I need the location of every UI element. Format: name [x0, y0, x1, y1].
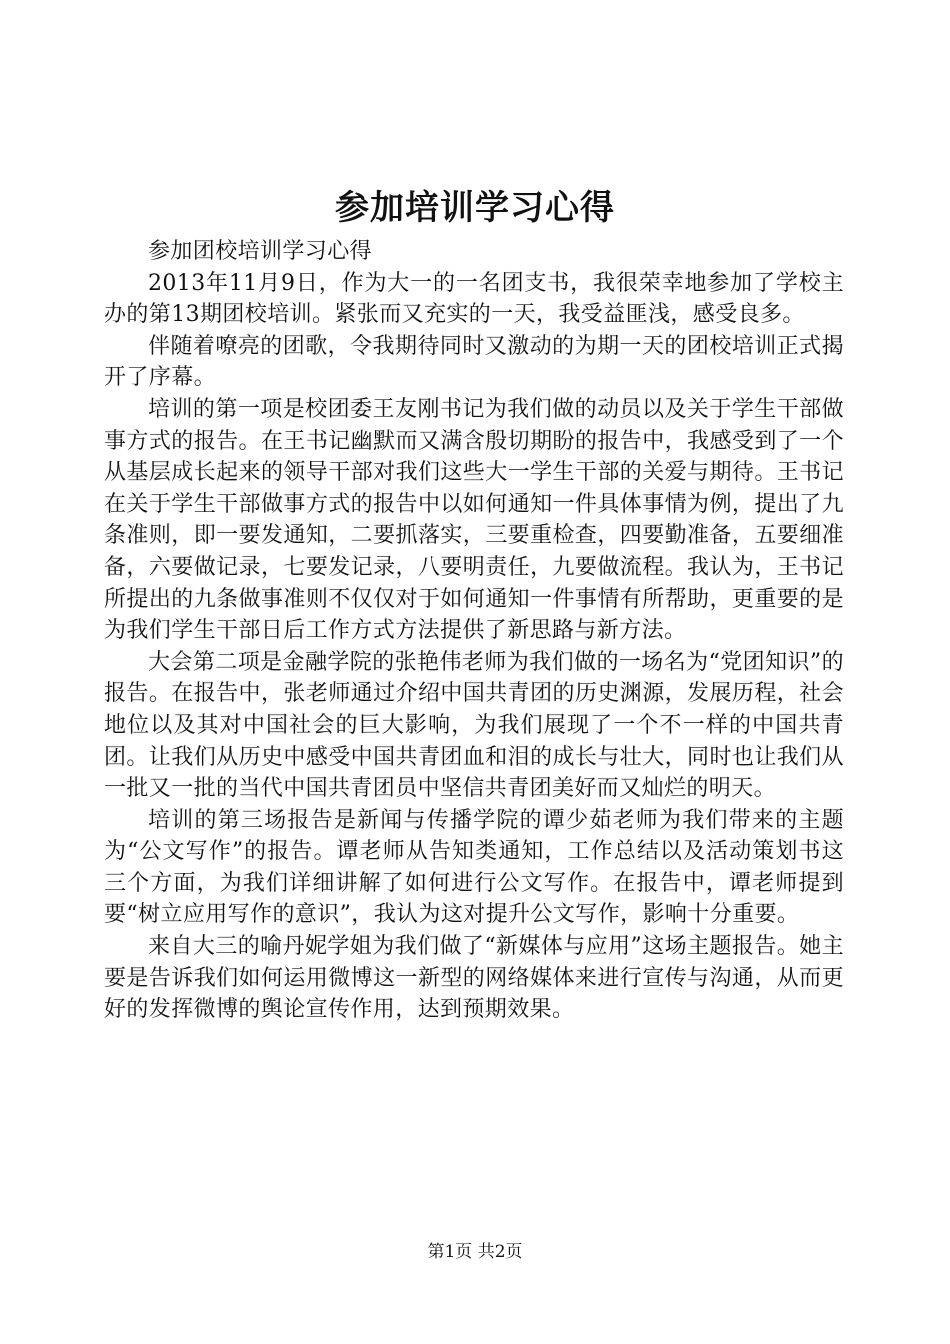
paragraph: 大会第二项是金融学院的张艳伟老师为我们做的一场名为“党团知识”的报告。在报告中，张老师通过介绍中国共青团的历史渊源，发展历程，社会地位以及其对中国社会的巨大影响，为我们展现了一个不一样的中国共青团。让我们从历史中感受中国共青团血和泪的成长与壮大，同时也让我们从一批又一批的当代中国共青团员中坚信共青团美好而又灿烂的明天。 [104, 649, 844, 802]
paragraph: 培训的第一项是校团委王友刚书记为我们做的动员以及关于学生干部做事方式的报告。在王书记幽默而又满含殷切期盼的报告中，我感受到了一个从基层成长起来的领导干部对我们这些大一学生干部的关爱与期待。王书记在关于学生干部做事方式的报告中以如何通知一件具体事情为例，提出了九条准则，即一要发通知，二要抓落实，三要重检查，四要勤准备，五要细准备，六要做记录，七要发记录，八要明责任，九要做流程。我认为，王书记所提出的九条做事准则不仅仅对于如何通知一件事情有所帮助，更重要的是为我们学生干部日后工作方式方法提供了新思路与新方法。 [104, 396, 844, 644]
paragraph: 培训的第三场报告是新闻与传播学院的谭少茹老师为我们带来的主题为“公文写作”的报告。谭老师从告知类通知，工作总结以及活动策划书这三个方面，为我们详细讲解了如何进行公文写作。在报告中，谭老师提到要“树立应用写作的意识”，我认为这对提升公文写作，影响十分重要。 [104, 807, 844, 928]
paragraph: 2013年11月9日，作为大一的一名团支书，我很荣幸地参加了学校主办的第13期团校培训。紧张而又充实的一天，我受益匪浅，感受良多。 [104, 270, 844, 328]
document-title: 参加培训学习心得 [335, 188, 615, 228]
document-body [104, 236, 844, 1026]
paragraph: 伴随着嘹亮的团歌，令我期待同时又激动的为期一天的团校培训正式揭开了序幕。 [104, 333, 844, 391]
paragraph: 来自大三的喻丹妮学姐为我们做了“新媒体与应用”这场主题报告。她主要是告诉我们如何运用微博这一新型的网络媒体来进行宣传与沟通，从而更好的发挥微博的舆论宣传作用，达到预期效果。 [104, 934, 844, 1023]
page-number-footer: 第1页 共2页 [427, 1242, 523, 1262]
paragraph-subtitle: 参加团校培训学习心得 [148, 239, 373, 264]
